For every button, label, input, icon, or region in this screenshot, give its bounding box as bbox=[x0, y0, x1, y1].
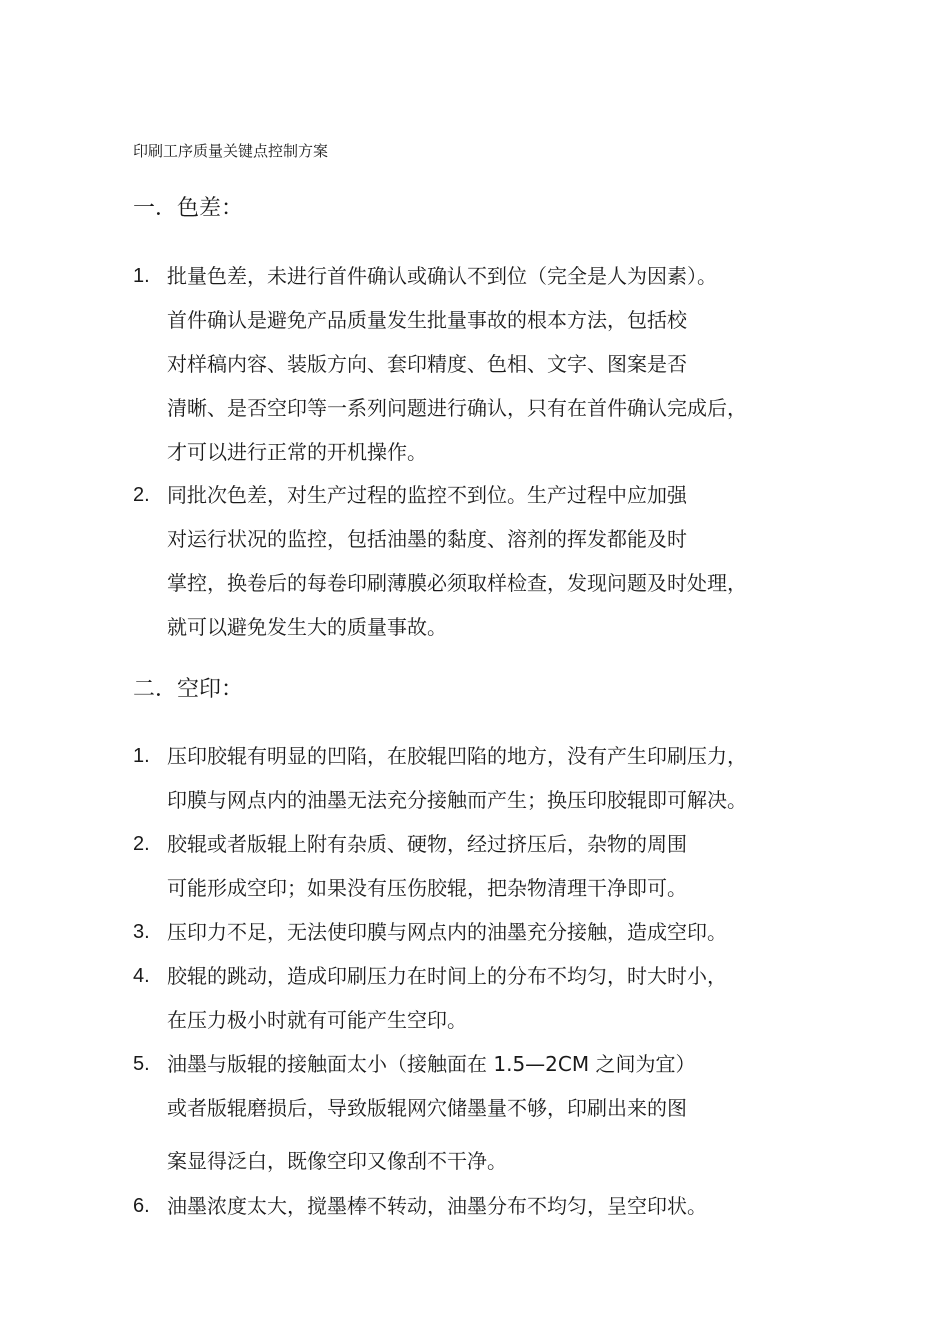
item-text-line: 首件确认是避免产品质量发生批量事故的根本方法，包括校 bbox=[167, 308, 687, 332]
item-number: 2. bbox=[133, 833, 150, 855]
item-number: 1. bbox=[133, 265, 150, 287]
item-number: 4. bbox=[133, 965, 150, 987]
item-text-line: 胶辊的跳动，造成印刷压力在时间上的分布不均匀，时大时小， bbox=[167, 964, 727, 988]
item-number: 1. bbox=[133, 745, 150, 767]
item-number: 2. bbox=[133, 484, 150, 506]
item-text-line: 油墨与版辊的接触面太小（接触面在 1.5—2CM 之间为宜） bbox=[167, 1052, 696, 1076]
item-text-line: 清晰、是否空印等一系列问题进行确认，只有在首件确认完成后， bbox=[167, 396, 747, 420]
item-text-line: 在压力极小时就有可能产生空印。 bbox=[167, 1008, 467, 1032]
item-text-line: 对运行状况的监控，包括油墨的黏度、溶剂的挥发都能及时 bbox=[167, 527, 687, 551]
document-title: 印刷工序质量关键点控制方案 bbox=[133, 142, 329, 160]
item-text-line: 印膜与网点内的油墨无法充分接触而产生；换压印胶辊即可解决。 bbox=[167, 788, 747, 812]
item-number: 5. bbox=[133, 1053, 150, 1075]
item-text-line: 案显得泛白，既像空印又像刮不干净。 bbox=[167, 1149, 507, 1173]
item-text-line: 掌控，换卷后的每卷印刷薄膜必须取样检查，发现问题及时处理， bbox=[167, 571, 747, 595]
item-text-line: 就可以避免发生大的质量事故。 bbox=[167, 615, 447, 639]
item-text-line: 才可以进行正常的开机操作。 bbox=[167, 440, 427, 464]
item-text-line: 或者版辊磨损后，导致版辊网穴储墨量不够，印刷出来的图 bbox=[167, 1096, 687, 1120]
item-text-line: 胶辊或者版辊上附有杂质、硬物，经过挤压后，杂物的周围 bbox=[167, 832, 687, 856]
item-number: 6. bbox=[133, 1195, 150, 1217]
item-text-line: 可能形成空印；如果没有压伤胶辊，把杂物清理干净即可。 bbox=[167, 876, 687, 900]
item-text-line: 批量色差，未进行首件确认或确认不到位（完全是人为因素）。 bbox=[167, 264, 717, 288]
item-number: 3. bbox=[133, 921, 150, 943]
item-text-line: 压印胶辊有明显的凹陷，在胶辊凹陷的地方，没有产生印刷压力， bbox=[167, 744, 747, 768]
section-heading-color-difference: 一．色差： bbox=[133, 196, 244, 221]
item-text-line: 压印力不足，无法使印膜与网点内的油墨充分接触，造成空印。 bbox=[167, 920, 727, 944]
item-text-line: 油墨浓度太大，搅墨棒不转动，油墨分布不均匀，呈空印状。 bbox=[167, 1194, 707, 1218]
item-text-line: 同批次色差，对生产过程的监控不到位。生产过程中应加强 bbox=[167, 483, 687, 507]
item-text-line: 对样稿内容、装版方向、套印精度、色相、文字、图案是否 bbox=[167, 352, 687, 376]
section-heading-blank-print: 二．空印： bbox=[133, 677, 244, 702]
